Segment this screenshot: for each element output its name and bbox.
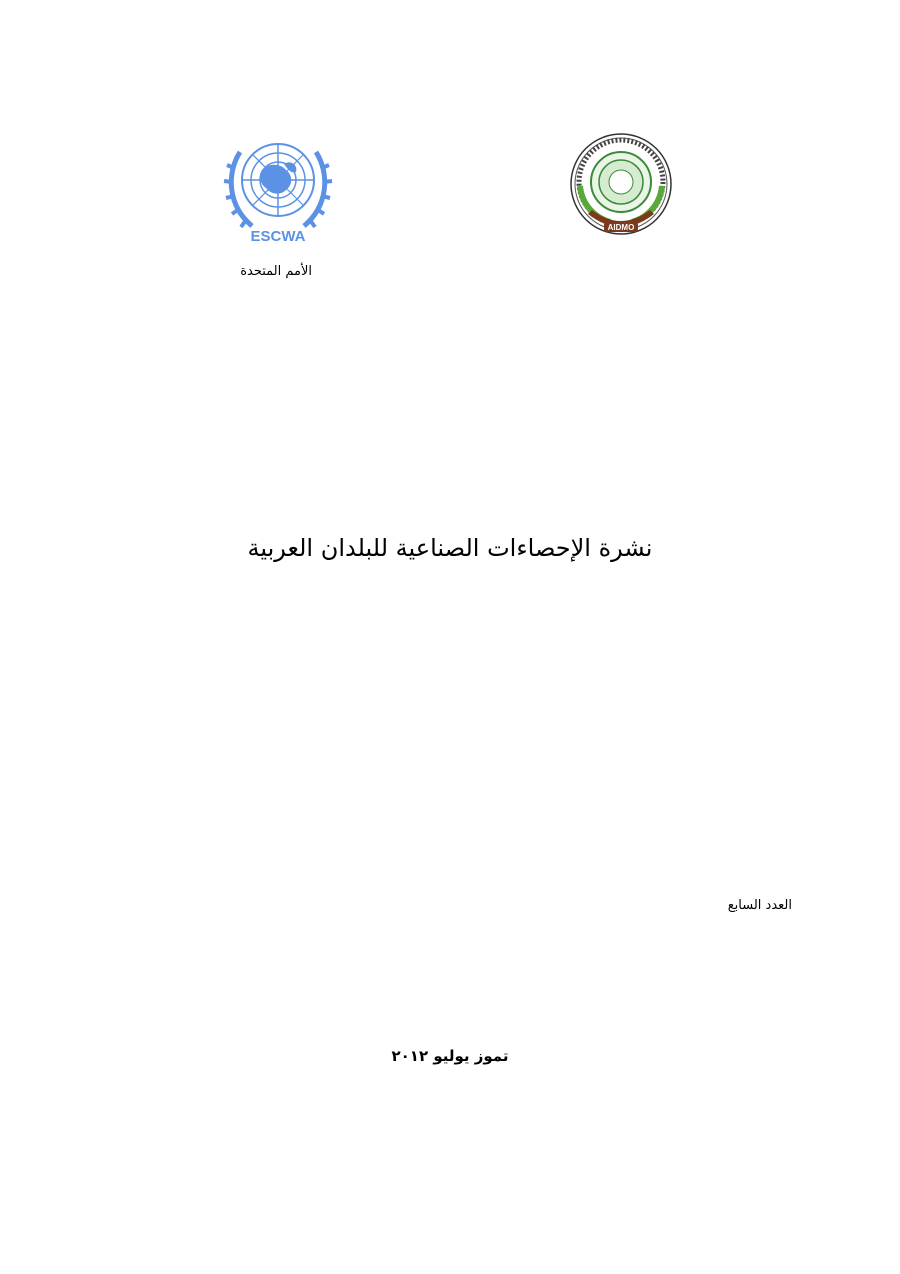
- issue-date: تموز يوليو ٢٠١٢: [391, 1047, 509, 1065]
- page-title: نشرة الإحصاءات الصناعية للبلدان العربية: [247, 534, 653, 562]
- escwa-un-emblem-icon: [222, 134, 334, 246]
- issue-label: العدد السابع: [727, 898, 792, 913]
- aidmo-seal-icon: [566, 132, 676, 240]
- svg-text:AIDMO: AIDMO: [607, 223, 635, 232]
- svg-text:ESCWA: ESCWA: [250, 228, 306, 245]
- un-label: الأمم المتحدة: [240, 264, 312, 279]
